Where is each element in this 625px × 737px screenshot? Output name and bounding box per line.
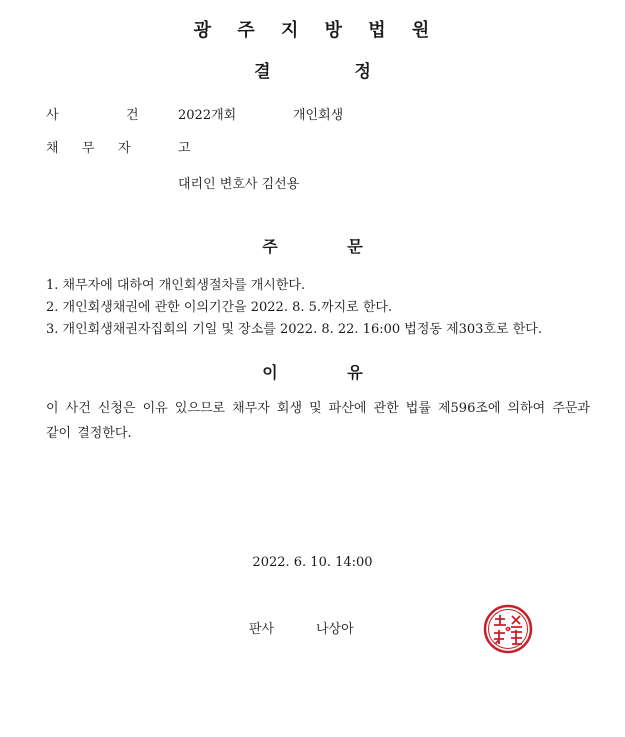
order-item-1: 1. 채무자에 대하여 개인회생절차를 개시한다.: [46, 278, 306, 293]
judge-name: 나상아: [316, 622, 354, 637]
reason-text: 이 사건 신청은 이유 있으므로 채무자 회생 및 파산에 관한 법률 제596조에 의하여 주문과 같이 결정한다.: [46, 401, 590, 441]
judge-seal-icon: [482, 603, 534, 655]
document-title: 결 정: [254, 62, 371, 82]
reason-title: 이 유: [262, 363, 363, 382]
order-item-3: 3. 개인회생채권자집회의 기일 및 장소를 2022. 8. 22. 16:00 법정동 제303호로 한다.: [46, 322, 542, 337]
decision-date: 2022. 6. 10. 14:00: [252, 555, 373, 570]
case-number: 2022개회: [178, 108, 237, 123]
case-name: 개인회생: [293, 108, 344, 123]
debtor-name: 고: [178, 141, 191, 156]
court-name: 광 주 지 방 법 원: [193, 20, 432, 41]
order-item-2: 2. 개인회생채권에 관한 이의기간을 2022. 8. 5.까지로 한다.: [46, 300, 393, 315]
debtor-label: 채 무 자: [46, 141, 131, 156]
case-label: 사 건: [46, 108, 139, 123]
debtor-agent: 대리인 변호사 김선용: [178, 177, 300, 192]
seal-mark: [485, 606, 531, 652]
order-title: 주 문: [262, 237, 363, 256]
judge-title: 판사: [249, 622, 275, 637]
